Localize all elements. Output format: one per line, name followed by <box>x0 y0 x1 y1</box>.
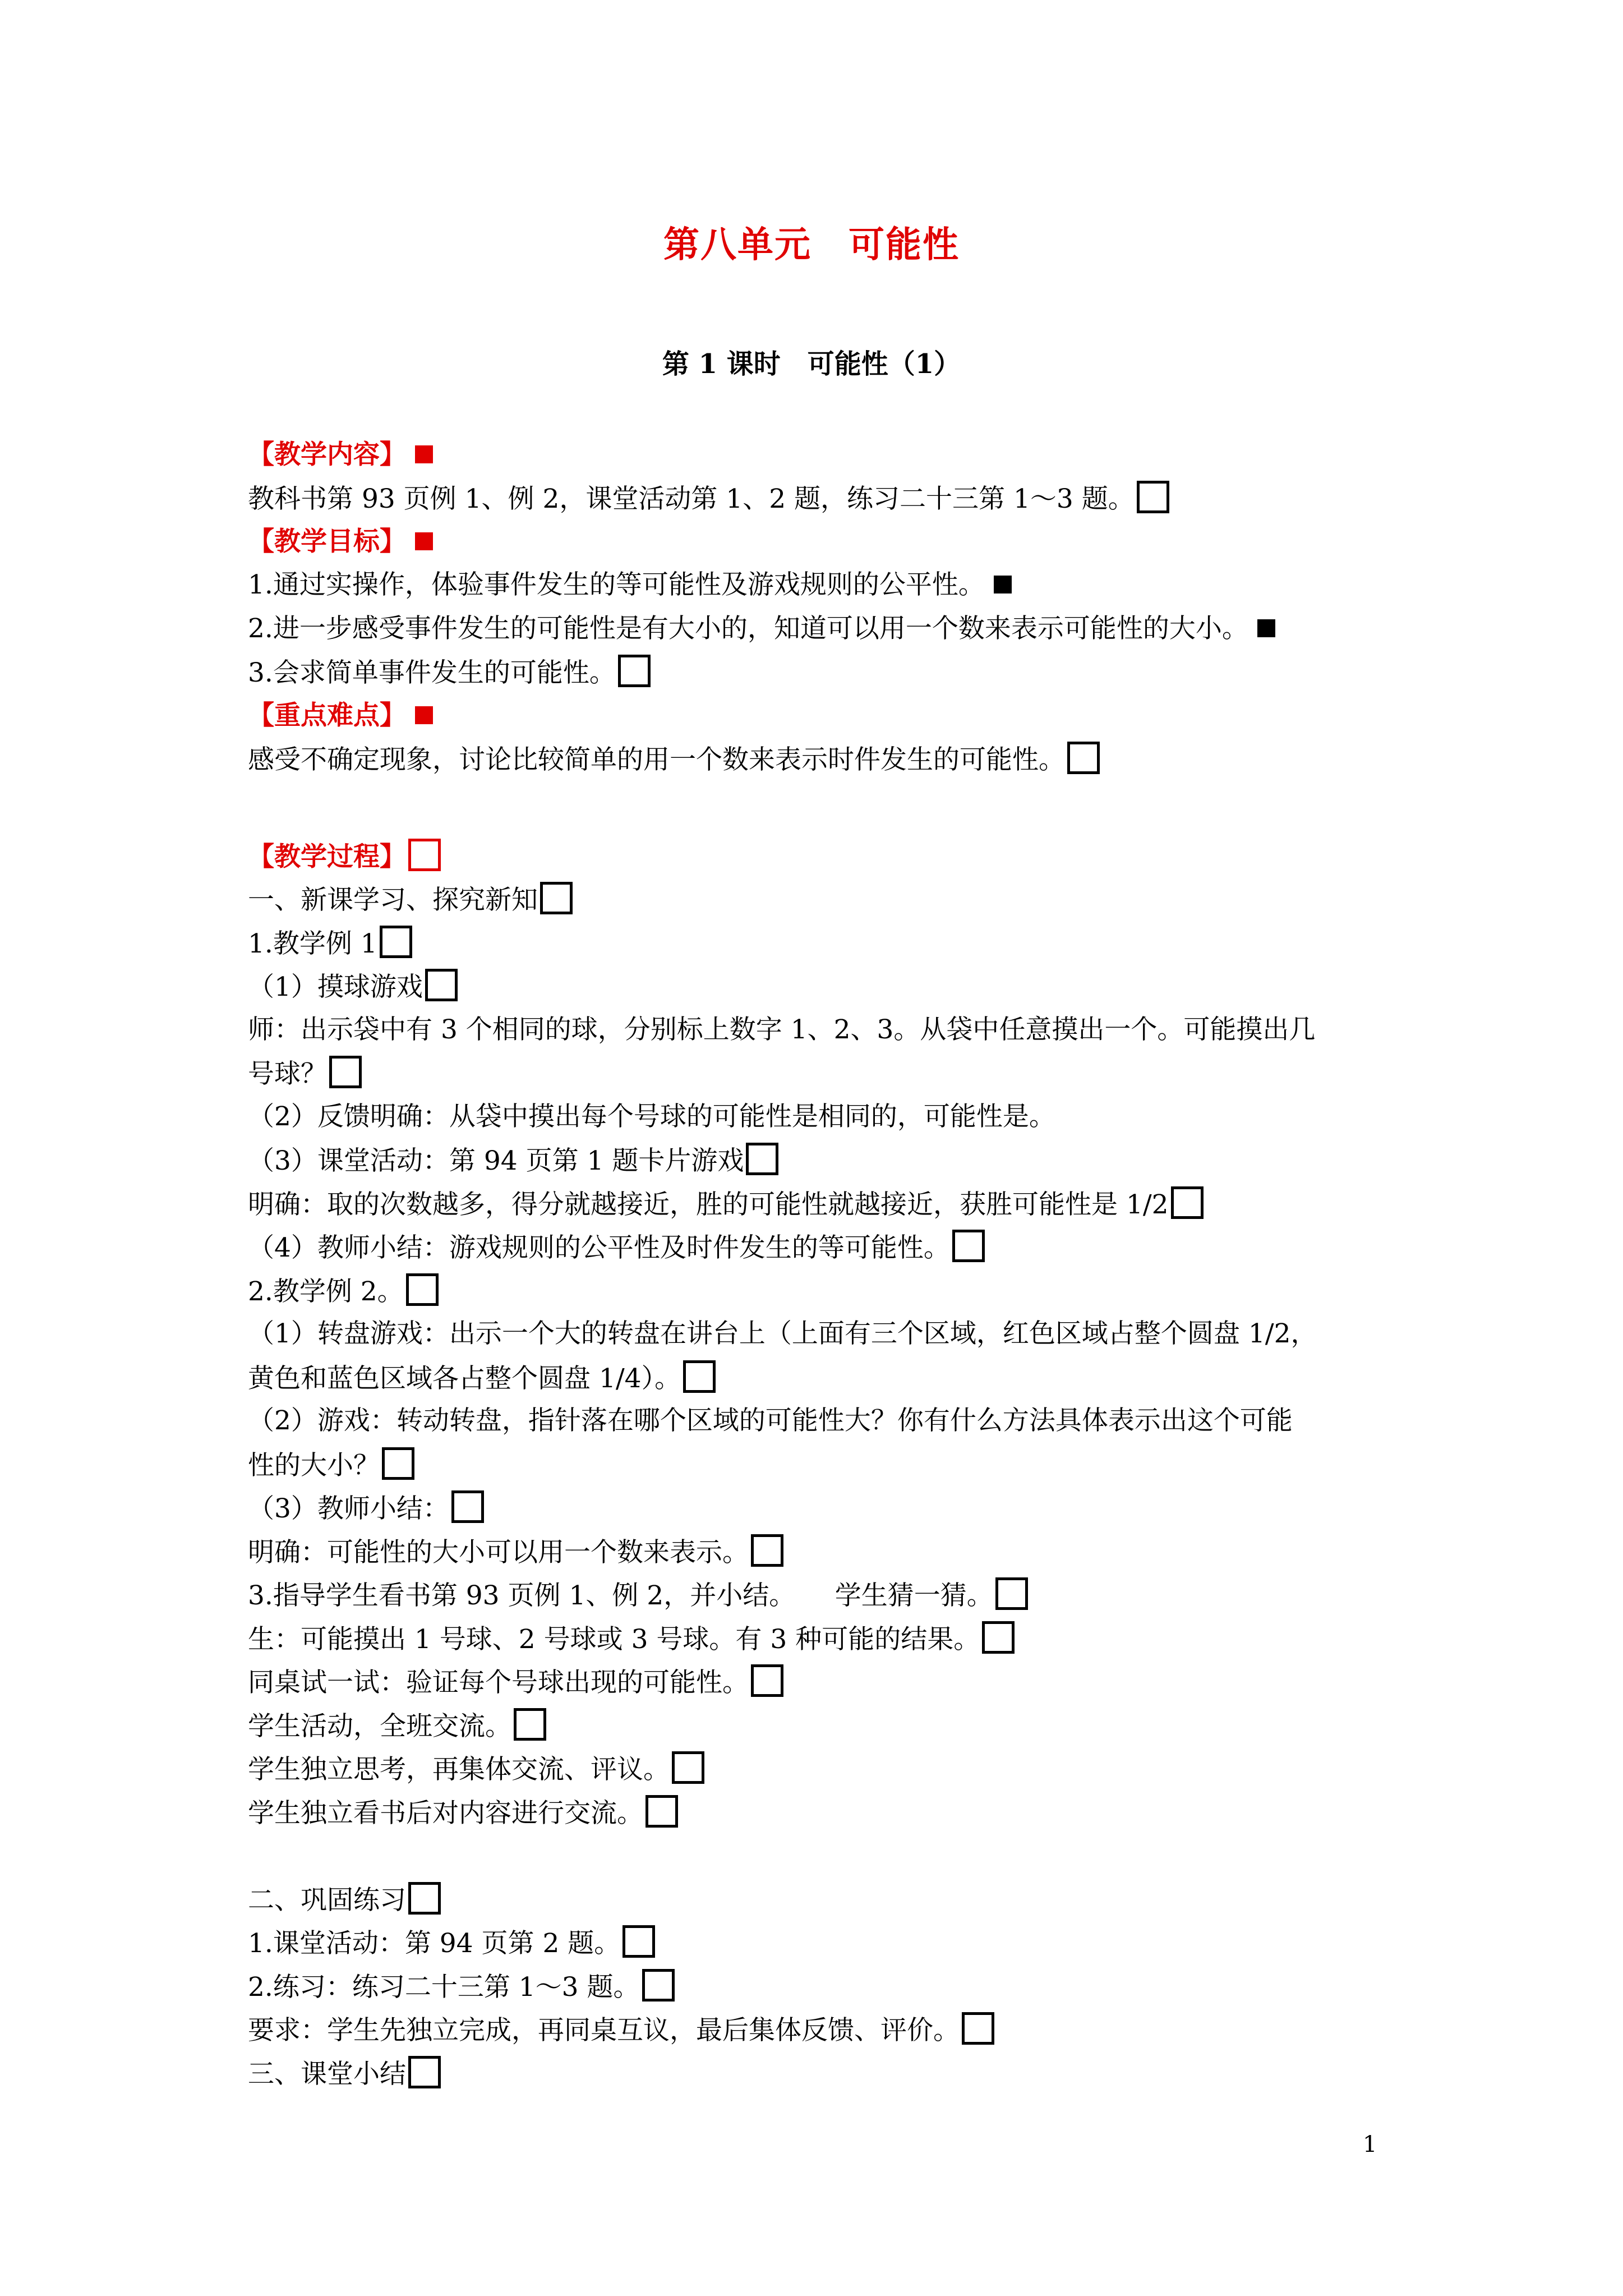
checkbox[interactable] <box>1067 742 1100 774</box>
text-line <box>248 1404 1293 1438</box>
line-text: 学生独立看书后对内容进行交流。 <box>248 1798 643 1829</box>
checkbox[interactable] <box>380 926 412 958</box>
line-text: 学生独立思考，再集体交流、评议。 <box>248 1754 670 1785</box>
text-line <box>248 611 1275 646</box>
text-line <box>248 1099 1055 1134</box>
text-line <box>248 1360 716 1396</box>
line-text: （3）课堂活动：第 94 页第 1 题卡片游戏 <box>248 1145 744 1176</box>
text-line <box>248 1230 985 1266</box>
text-line <box>248 1925 655 1961</box>
line-text: 明确：取的次数越多，得分就越接近，胜的可能性就越接近，获胜可能性是 1/2 <box>248 1189 1169 1220</box>
text-line <box>248 1056 362 1092</box>
line-text: 1.教学例 1 <box>248 928 377 959</box>
text-line <box>248 481 1169 517</box>
line-text: （1）转盘游戏：出示一个大的转盘在讲台上（上面有三个区域，红色区域占整个圆盘 1/2， <box>248 1318 1317 1349</box>
checkbox[interactable] <box>1137 481 1169 513</box>
text-line <box>248 1143 778 1179</box>
text-line <box>248 1186 1204 1222</box>
text-line <box>248 1577 1028 1613</box>
line-text: 3.会求简单事件发生的可能性。 <box>248 657 616 688</box>
red-square-icon <box>415 532 433 550</box>
text-line <box>248 742 1100 777</box>
text-line <box>248 2056 441 2092</box>
text-line <box>248 1013 1315 1047</box>
line-text: （2）反馈明确：从袋中摸出每个号球的可能性是相同的，可能性是。 <box>248 1101 1055 1132</box>
line-text: 学生活动，全班交流。 <box>248 1711 511 1742</box>
checkbox[interactable] <box>683 1360 716 1393</box>
text-line <box>248 568 1012 602</box>
line-text: 三、课堂小结 <box>248 2059 406 2090</box>
line-text: 感受不确定现象，讨论比较简单的用一个数来表示时件发生的可能性。 <box>248 744 1065 775</box>
red-square-icon <box>415 445 433 463</box>
line-text: 1.课堂活动：第 94 页第 2 题。 <box>248 1928 621 1959</box>
line-text: （1）摸球游戏 <box>248 972 423 1002</box>
line-text: 号球？ <box>248 1059 327 1089</box>
checkbox[interactable] <box>618 655 651 687</box>
heading-text: 【教学过程】 <box>248 841 406 872</box>
checkbox[interactable] <box>514 1708 546 1741</box>
checkbox[interactable] <box>451 1490 484 1523</box>
section-heading-key-points <box>248 698 433 733</box>
text-line <box>248 1664 783 1700</box>
text-line <box>248 1490 484 1526</box>
text-line <box>248 1708 546 1744</box>
section-heading-process <box>248 839 441 875</box>
black-square-icon <box>1257 619 1275 637</box>
checkbox[interactable] <box>645 1795 678 1828</box>
text-line <box>248 1273 439 1309</box>
line-text: （2）游戏：转动转盘，指针落在哪个区域的可能性大？你有什么方法具体表示出这个可能 <box>248 1405 1293 1436</box>
checkbox[interactable] <box>408 2056 441 2088</box>
page-number: 1 <box>1363 2132 1377 2157</box>
text-line <box>248 1534 783 1570</box>
checkbox[interactable] <box>540 882 573 914</box>
line-text: （3）教师小结： <box>248 1493 449 1524</box>
checkbox[interactable] <box>962 2012 994 2045</box>
unit-title: 第八单元 可能性 <box>663 224 960 266</box>
line-text: 生：可能摸出 1 号球、2 号球或 3 号球。有 3 种可能的结果。 <box>248 1624 980 1655</box>
line-text: 2.进一步感受事件发生的可能性是有大小的，知道可以用一个数来表示可能性的大小。 <box>248 613 1248 644</box>
text-line <box>248 1317 1317 1351</box>
checkbox[interactable] <box>425 969 458 1001</box>
line-text: 明确：可能性的大小可以用一个数来表示。 <box>248 1537 749 1568</box>
line-text: 要求：学生先独立完成，再同桌互议，最后集体反馈、评价。 <box>248 2015 960 2046</box>
text-line <box>248 882 573 918</box>
line-text: 1.通过实操作，体验事件发生的等可能性及游戏规则的公平性。 <box>248 569 985 600</box>
heading-text: 【重点难点】 <box>248 700 406 731</box>
line-text: 同桌试一试：验证每个号球出现的可能性。 <box>248 1667 749 1698</box>
text-line <box>248 1621 1015 1657</box>
text-line <box>248 1795 678 1831</box>
text-line <box>248 2012 994 2048</box>
checkbox[interactable] <box>746 1143 778 1175</box>
heading-text: 【教学目标】 <box>248 526 406 557</box>
text-line <box>248 1447 414 1483</box>
section-heading-goals <box>248 524 433 559</box>
checkbox[interactable] <box>982 1621 1015 1654</box>
line-text: 2.练习：练习二十三第 1～3 题。 <box>248 1972 640 2003</box>
line-text: 一、新课学习、探究新知 <box>248 885 538 915</box>
lesson-subtitle: 第 1 课时 可能性（1） <box>662 348 961 380</box>
text-line <box>248 969 458 1005</box>
checkbox[interactable] <box>329 1056 362 1088</box>
text-line <box>248 1969 675 2005</box>
checkbox[interactable] <box>751 1664 783 1697</box>
red-checkbox[interactable] <box>408 839 441 871</box>
line-text: 3.指导学生看书第 93 页例 1、例 2，并小结。 学生猜一猜。 <box>248 1580 993 1611</box>
checkbox[interactable] <box>672 1751 704 1784</box>
text-line <box>248 1751 704 1787</box>
checkbox[interactable] <box>995 1577 1028 1610</box>
checkbox[interactable] <box>1171 1186 1204 1219</box>
line-text: 教科书第 93 页例 1、例 2，课堂活动第 1、2 题，练习二十三第 1～3 题。 <box>248 484 1135 514</box>
line-text: 二、巩固练习 <box>248 1885 406 1916</box>
line-text: 黄色和蓝色区域各占整个圆盘 1/4）。 <box>248 1363 681 1394</box>
black-square-icon <box>994 576 1012 593</box>
text-line <box>248 1882 441 1918</box>
line-text: （4）教师小结：游戏规则的公平性及时件发生的等可能性。 <box>248 1232 950 1263</box>
checkbox[interactable] <box>408 1882 441 1915</box>
line-text: 性的大小？ <box>248 1450 380 1481</box>
section-heading-content <box>248 438 433 472</box>
checkbox[interactable] <box>751 1534 783 1567</box>
text-line <box>248 926 412 961</box>
line-text: 师：出示袋中有 3 个相同的球，分别标上数字 1、2、3。从袋中任意摸出一个。可能摸出几 <box>248 1014 1316 1045</box>
line-text: 2.教学例 2。 <box>248 1276 404 1307</box>
checkbox[interactable] <box>382 1447 414 1480</box>
red-square-icon <box>415 706 433 724</box>
text-line <box>248 655 651 691</box>
checkbox[interactable] <box>952 1230 985 1262</box>
checkbox[interactable] <box>642 1969 675 2001</box>
checkbox[interactable] <box>406 1273 439 1306</box>
heading-text: 【教学内容】 <box>248 439 406 470</box>
checkbox[interactable] <box>623 1925 655 1958</box>
